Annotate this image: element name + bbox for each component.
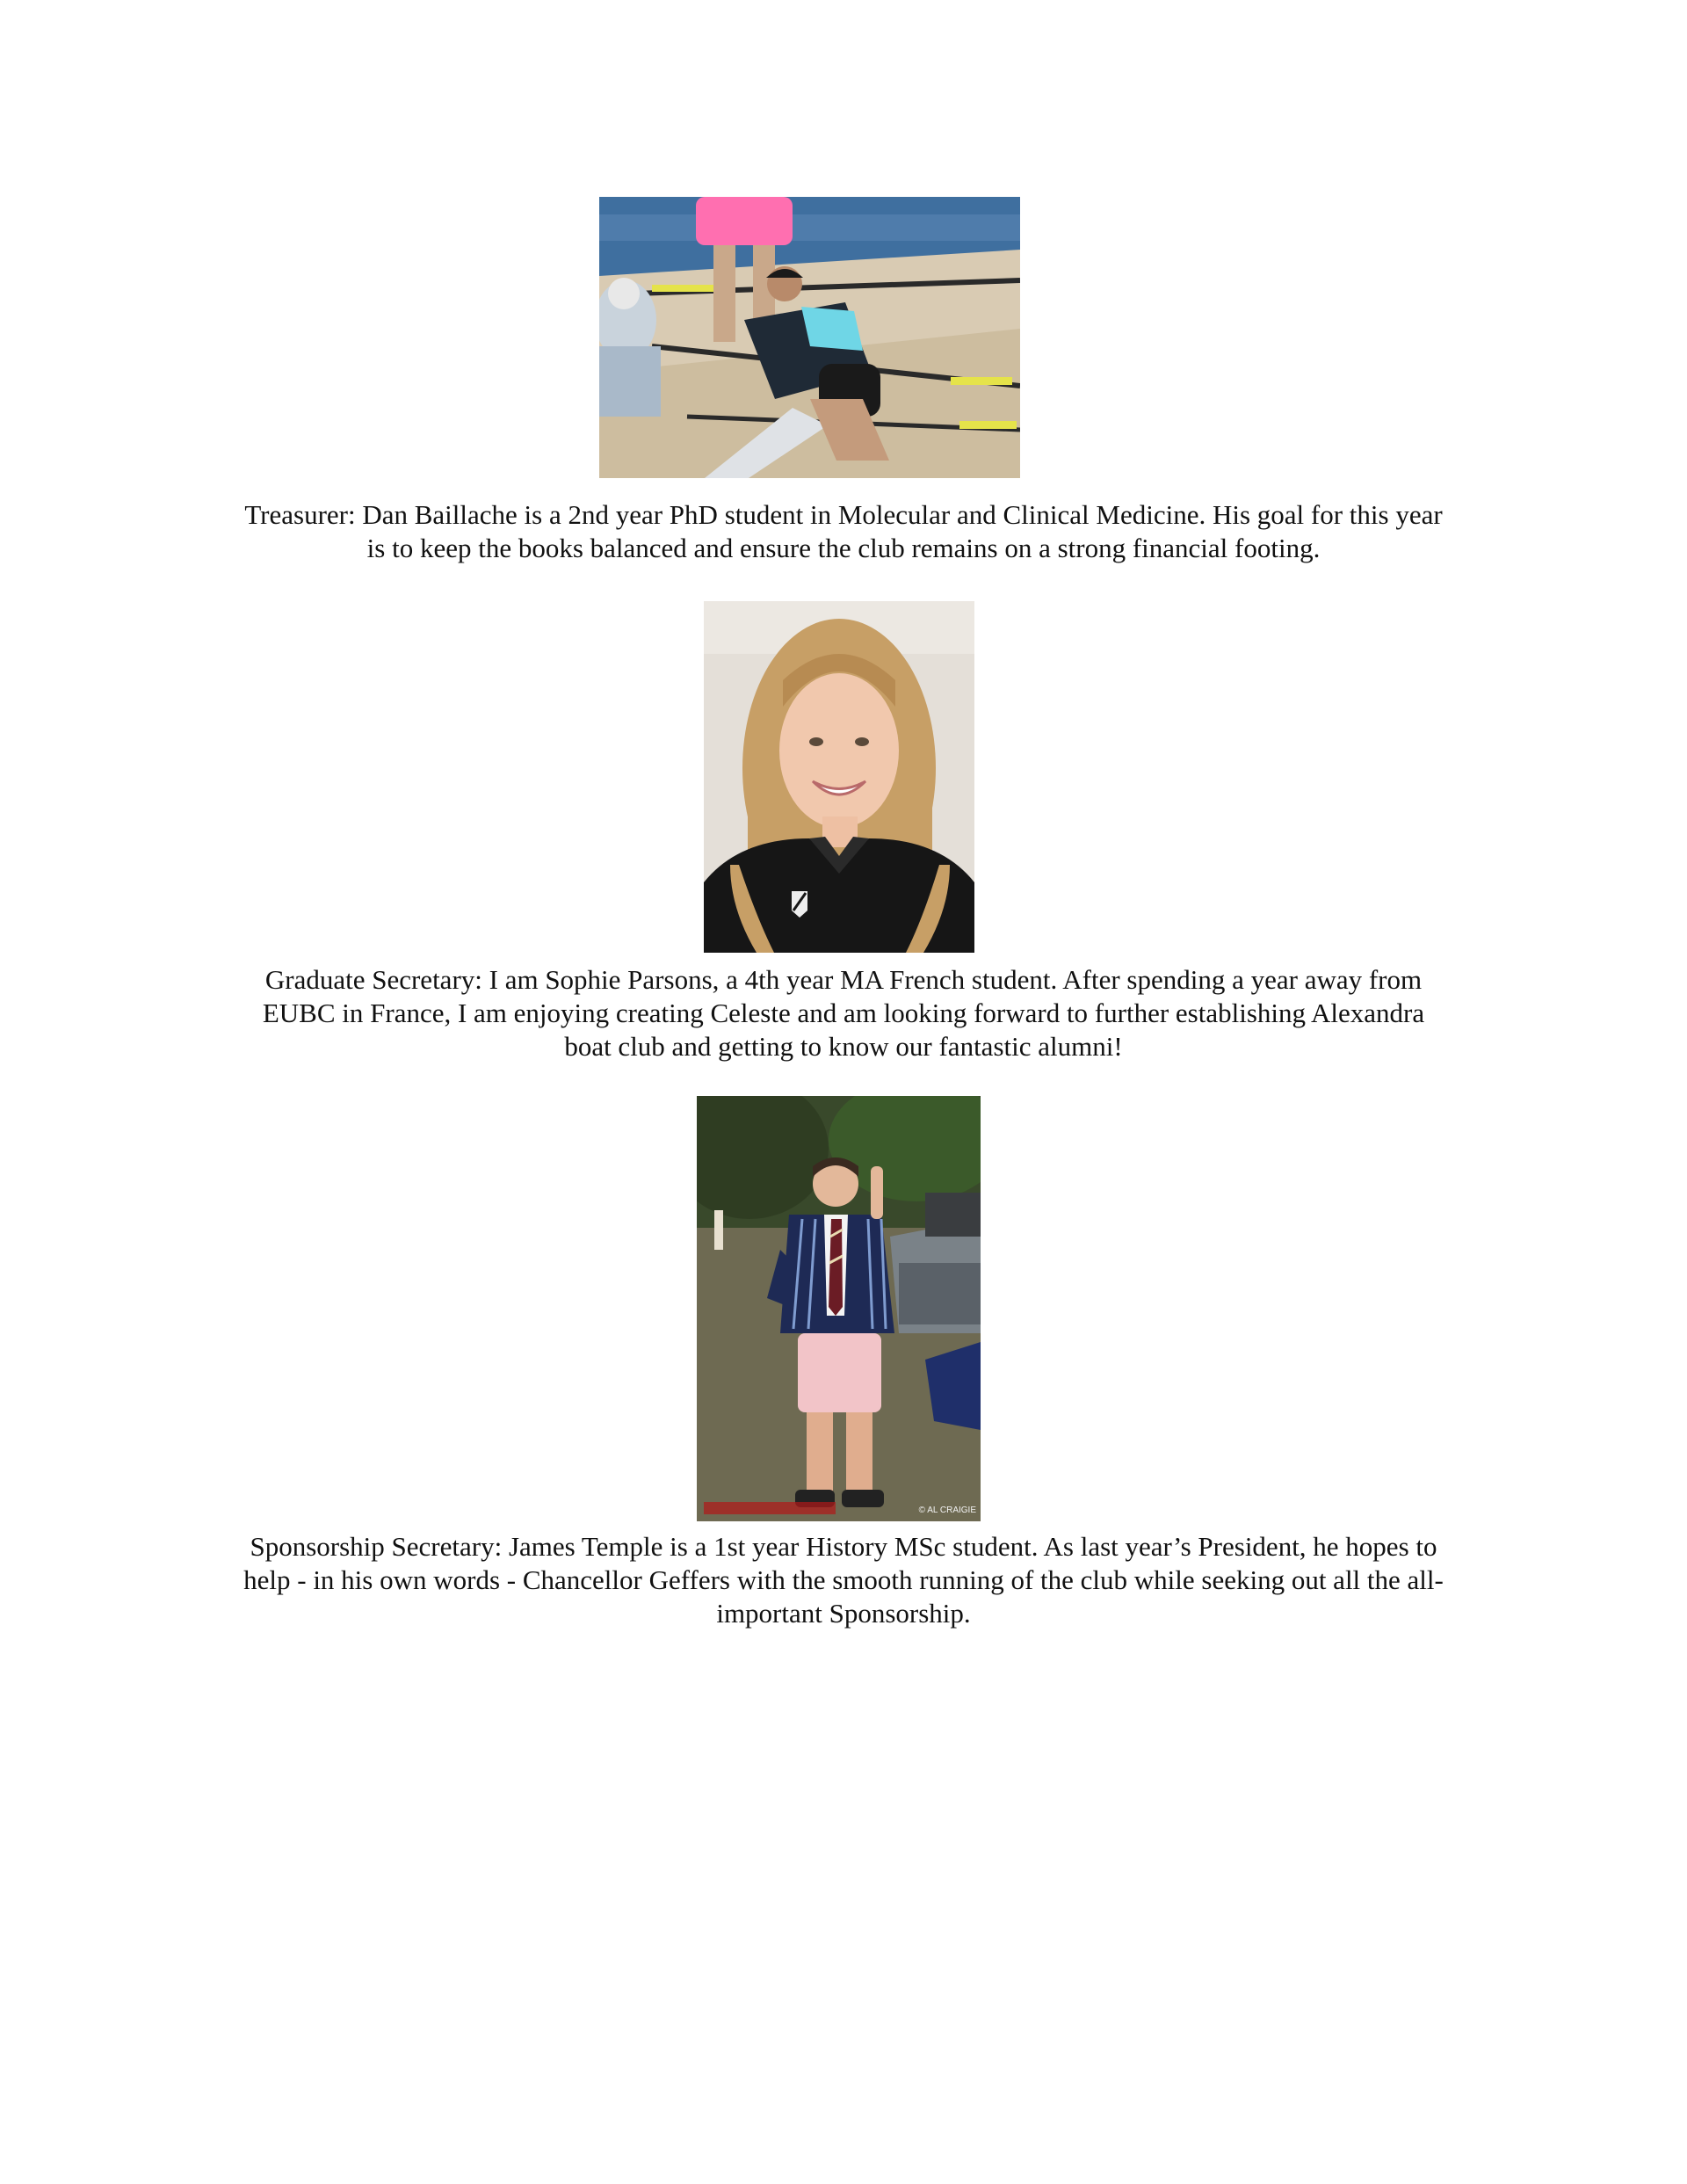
treasurer-caption xyxy=(193,498,1494,565)
caption-line: Graduate Secretary: I am Sophie Parsons, a 4th year MA French student. After spending a year away from xyxy=(264,964,1423,995)
rowing-dock-photo xyxy=(599,197,1020,478)
caption-line: help - in his own words - Chancellor Geffers with the smooth running of the club while seeking out all the all- xyxy=(243,1564,1444,1595)
blazer-portrait-image xyxy=(697,1096,981,1521)
blazer-portrait-photo xyxy=(697,1096,981,1521)
caption-line: EUBC in France, I am enjoying creating Celeste and am looking forward to further establishing Alexandra xyxy=(262,998,1425,1028)
portrait-image xyxy=(704,601,974,953)
rowing-dock-image xyxy=(599,197,1020,478)
caption-line: Treasurer: Dan Baillache is a 2nd year PhD student in Molecular and Clinical Medicine. His goal for this year xyxy=(244,499,1443,530)
portrait-photo xyxy=(704,601,974,953)
photo-credit-watermark: © AL CRAIGIE xyxy=(918,1506,976,1515)
graduate-secretary-caption xyxy=(193,963,1494,1063)
sponsorship-secretary-caption xyxy=(193,1530,1494,1630)
caption-line: important Sponsorship. xyxy=(716,1598,971,1629)
caption-line: Sponsorship Secretary: James Temple is a 1st year History MSc student. As last year’s President, he hopes to xyxy=(250,1531,1437,1562)
caption-line: is to keep the books balanced and ensure the club remains on a strong financial footing. xyxy=(366,533,1321,563)
caption-line: boat club and getting to know our fantastic alumni! xyxy=(564,1031,1123,1062)
